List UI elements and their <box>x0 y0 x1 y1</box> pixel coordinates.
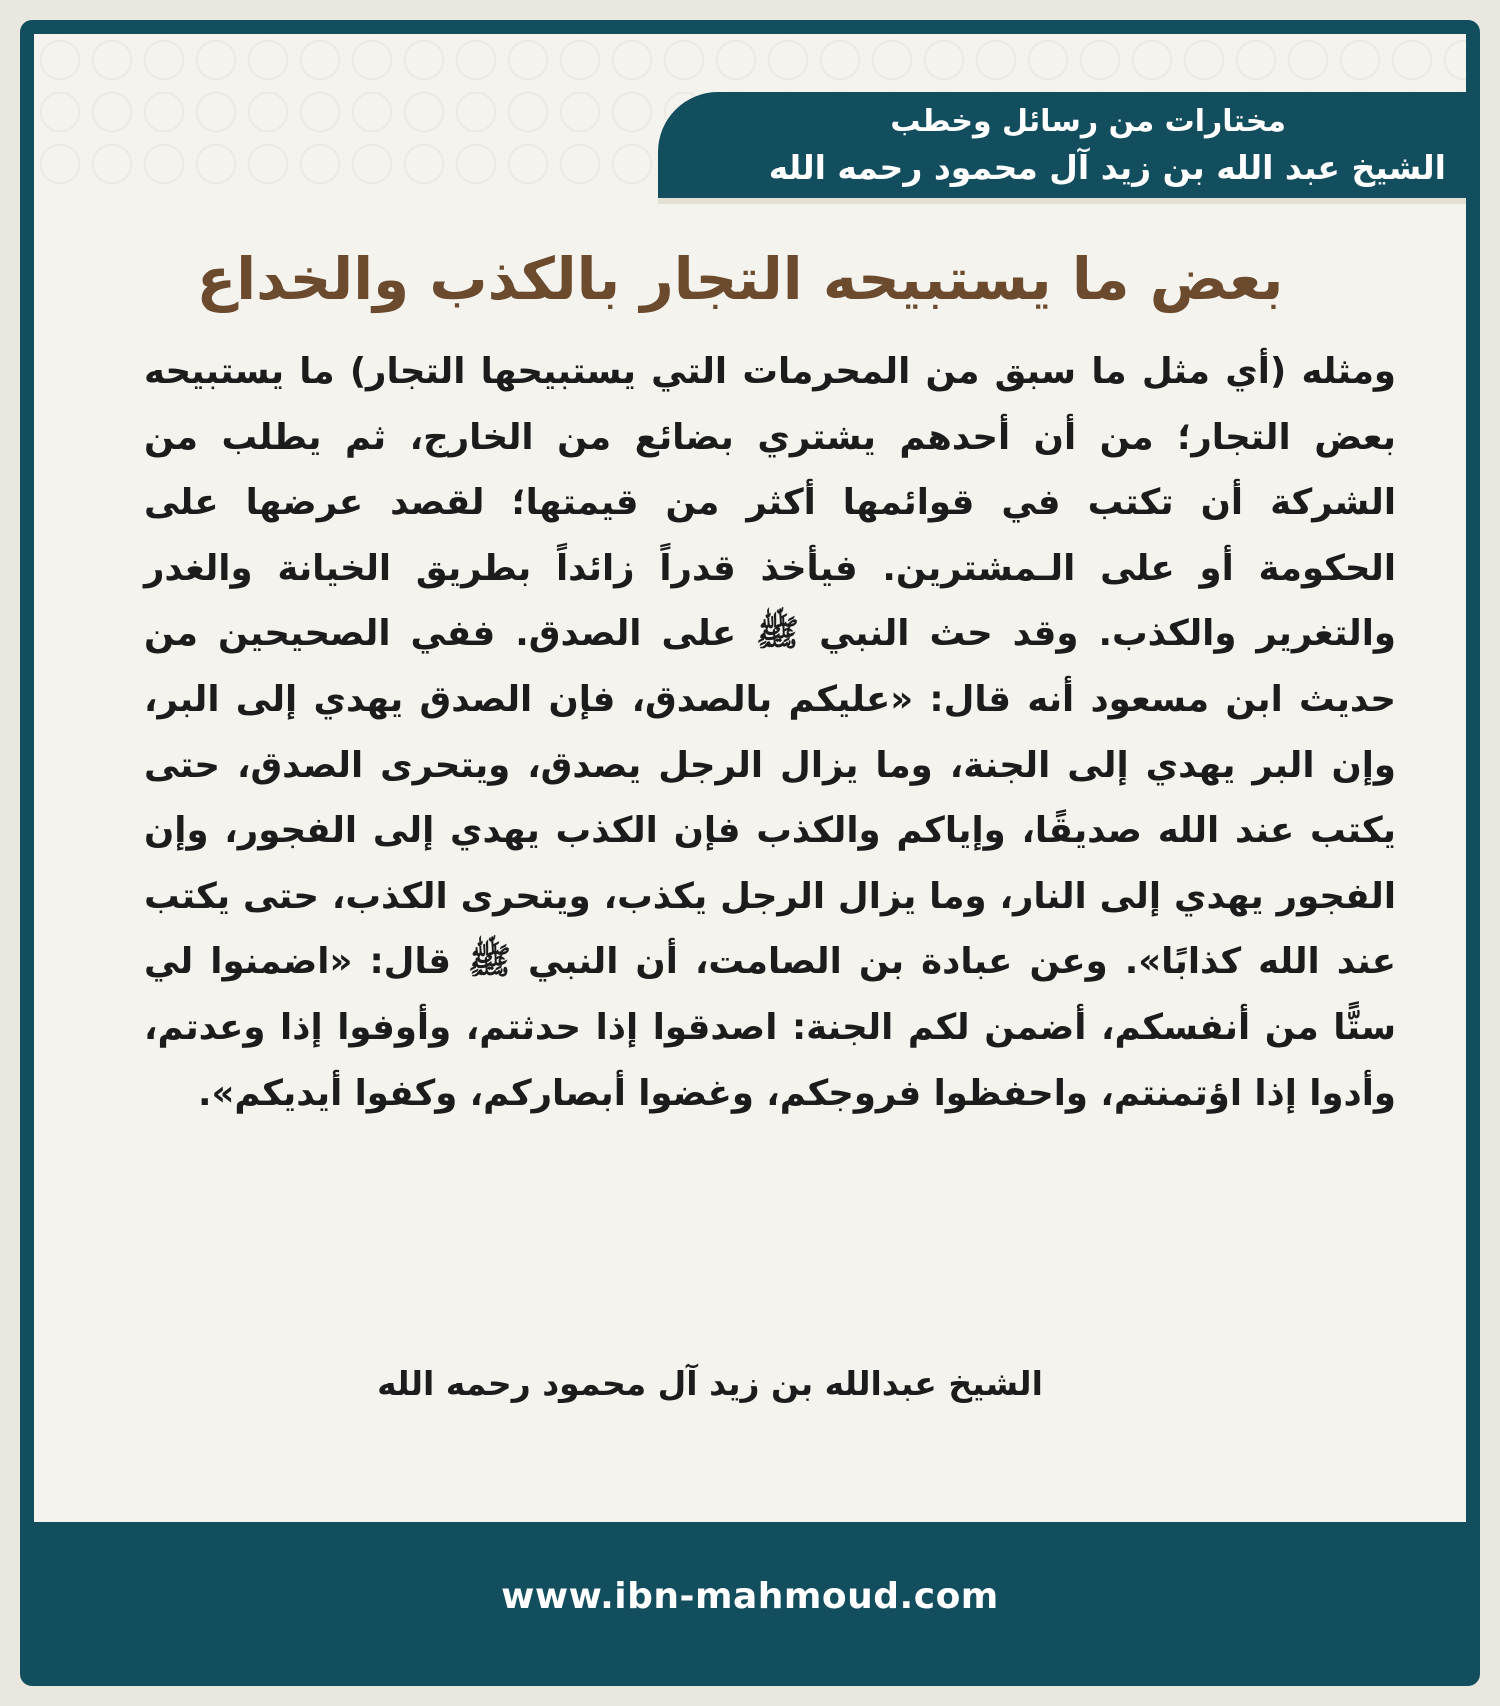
article-title: بعض ما يستبيحه التجار بالكذب والخداع <box>196 245 1284 313</box>
footer-banner <box>34 1522 1466 1672</box>
body-paragraph: ومثله (أي مثل ما سبق من المحرمات التي يستبيحها التجار) ما يستبيحه بعض التجار؛ من أن أحدهم يشتري بضائع من الخارج، ثم يطلب من الشركة أن تكتب في قوائمها أكثر من قيمتها؛ لقصد عرضها على الحكومة أو على الـمشترين. فيأخذ قدراً زائداً بطريق الخيانة والغدر والتغرير والكذب. وقد حث النبي ﷺ على الصدق. ففي الصحيحين من حديث ابن مسعود أنه قال: «عليكم بالصدق، فإن الصدق يهدي إلى البر، وإن البر يهدي إلى الجنة، وما يزال الرجل يصدق، ويتحرى الصدق، حتى يكتب عند الله صديقًا، وإياكم والكذب فإن الكذب يهدي إلى الفجور، وإن الفجور يهدي إلى النار، وما يزال الرجل يكذب، ويتحرى الكذب، حتى يكتب عند الله كذابًا». وعن عبادة بن الصامت، أن النبي ﷺ قال: «اضمنوا لي ستًّا من أنفسكم، أضمن لكم الجنة: اصدقوا إذا حدثتم، وأوفوا إذا وعدتم، وأدوا إذا اؤتمنتم، واحفظوا فروجكم، وغضوا أبصاركم، وكفوا أيديكم». <box>144 351 1396 1114</box>
author-header: الشيخ عبد الله بن زيد آل محمود رحمه الله <box>768 148 1446 187</box>
website-link[interactable]: www.ibn-mahmoud.com <box>501 1576 999 1617</box>
article-body <box>144 339 1396 1126</box>
series-title: مختارات من رسائل وخطب <box>890 104 1286 139</box>
article-card <box>20 20 1480 1686</box>
signature: الشيخ عبدالله بن زيد آل محمود رحمه الله <box>377 1364 1043 1403</box>
header-banner <box>658 92 1468 204</box>
